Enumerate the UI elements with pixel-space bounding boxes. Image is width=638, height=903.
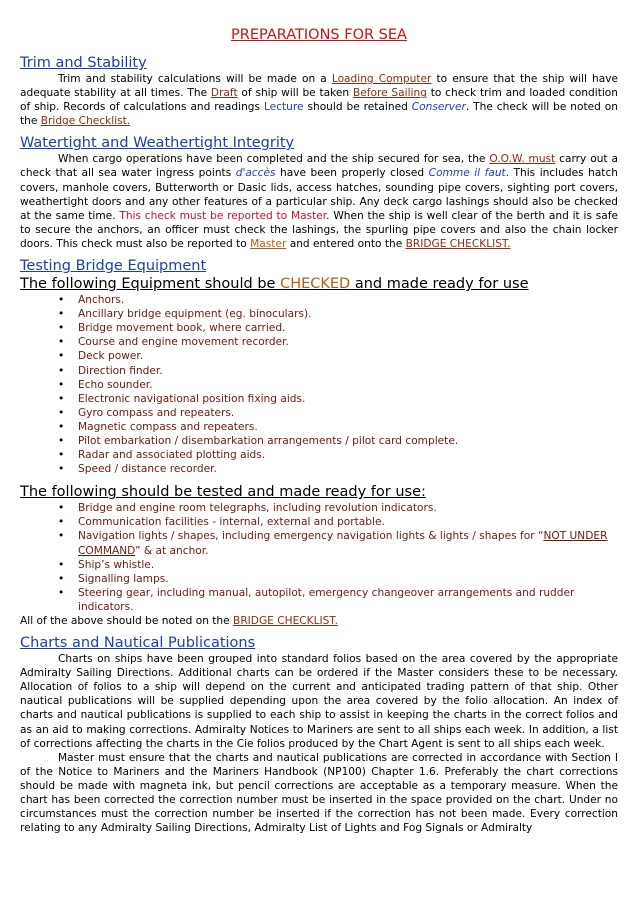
equipment-list	[20, 293, 618, 476]
bullet-icon: •	[58, 364, 65, 377]
list-item-text: Ship’s whistle.	[78, 558, 155, 571]
list-item	[58, 406, 618, 420]
bullet-icon: •	[58, 392, 65, 405]
term-bridge-checklist: Bridge Checklist.	[40, 115, 131, 128]
list-item-text: Signalling lamps.	[78, 572, 169, 585]
bullet-icon: •	[58, 406, 65, 419]
term-bridge-checklist: BRIDGE CHECKLIST.	[233, 615, 338, 627]
bullet-icon: •	[58, 308, 65, 321]
list-item-text: Speed / distance recorder.	[78, 463, 217, 476]
list-item	[58, 515, 618, 529]
bullet-icon: •	[58, 586, 65, 599]
heading-watertight-integrity: Watertight and Weathertight Integrity	[20, 135, 295, 152]
bullet-icon: •	[58, 322, 65, 335]
list-item-text: Steering gear, including manual, autopilot, emergency changeover arrangements and rudder indicators.	[78, 586, 575, 613]
text: All of the above should be noted on the	[20, 615, 234, 627]
text: of ship will be taken	[237, 87, 353, 100]
list-item	[58, 349, 618, 363]
list-item-text: Anchors.	[78, 294, 125, 307]
subheading-tested: The following should be tested and made ready for use:	[20, 484, 426, 501]
list-item	[58, 378, 618, 392]
bullet-icon: •	[58, 502, 65, 515]
bullet-icon: •	[58, 572, 65, 585]
list-item	[58, 462, 618, 476]
text: When cargo operations have been completed and the ship secured for sea, the	[58, 153, 490, 166]
paragraph-watertight-integrity	[20, 152, 618, 251]
list-item-text: Navigation lights / shapes, including emergency navigation lights & lights / shapes for “	[78, 530, 544, 543]
text: to check trim and loaded condition of ship. Records of calculations and readings	[20, 87, 618, 114]
text: The following Equipment should be	[20, 276, 281, 293]
list-item	[58, 434, 618, 448]
bullet-icon: •	[58, 294, 65, 307]
term-loading-computer: Loading Computer	[331, 73, 432, 85]
spacer	[20, 476, 618, 483]
page-title: PREPARATIONS FOR SEA	[231, 27, 407, 43]
term-conserver: Conserver	[411, 101, 466, 114]
list-item	[58, 335, 618, 349]
list-item	[58, 321, 618, 335]
text: and made ready for use	[350, 276, 529, 293]
text: should be retained	[303, 101, 412, 114]
list-item	[58, 364, 618, 378]
list-item-text: Bridge and engine room telegraphs, including revolution indicators.	[78, 502, 437, 515]
bullet-icon: •	[58, 378, 65, 391]
bullet-icon: •	[58, 350, 65, 363]
term-oow: O.O.W. must	[489, 153, 556, 166]
bullet-icon: •	[58, 530, 65, 543]
text: and entered onto the	[286, 237, 406, 250]
text: carry out a check that all sea water ingress points	[20, 153, 618, 180]
term-bridge-checklist: BRIDGE CHECKLIST.	[405, 237, 511, 250]
list-item-text: Electronic navigational position fixing aids.	[78, 392, 306, 405]
list-item-text: Gyro compass and repeaters.	[78, 406, 235, 419]
paragraph-charts-2: Master must ensure that the charts and nautical publications are corrected in accordance with Section I of the Notice to Mariners and the Mariners Handbook (NP100) Chapter 1.6. Preferably the chart corrections should be made with magneta ink, but pencil corrections are acceptable as a temporary measure. When the chart has been corrected the correction number must be inserted in the space provided on the chart. Under no circumstances must the correction number be inserted if the correction has not been made. Every correction relating to any Admiralty Sailing Directions, Admiralty List of Lights and Fog Signals or Admiralty	[20, 751, 618, 835]
list-item	[58, 448, 618, 462]
term-comme-il-faut: Comme il faut	[428, 167, 506, 180]
text: . This includes hatch covers, manhole covers, Butterworth or Dasic lids, access hatches, sounding pipe covers, sighting port covers, weathertight doors and any other features of a particular ship. Any deck cargo lashings should also be checked at the same time.	[20, 167, 618, 222]
bullet-icon: •	[58, 420, 65, 433]
list-item-text: Magnetic compass and repeaters.	[78, 420, 258, 433]
text: . The check will be noted on the	[20, 101, 618, 128]
text: Trim and stability calculations will be made on a	[58, 73, 332, 85]
list-item-text: ” & at anchor.	[135, 544, 209, 557]
text: have been properly closed	[275, 167, 429, 180]
bullet-icon: •	[58, 516, 65, 529]
term-report-to-master: This check must be reported to Master	[119, 209, 327, 222]
list-item	[58, 529, 618, 557]
text: to ensure that the ship will have adequate stability at all times. The	[20, 73, 618, 100]
text: . When the ship is well clear of the berth and it is safe to secure the anchors, an officer must check the lashings, the spurling pipe covers and also the chain locker doors. This check must also be reported to	[20, 209, 619, 250]
term-dacces: d'accès	[235, 167, 276, 180]
list-item-text: Pilot embarkation / disembarkation arrangements / pilot card complete.	[78, 434, 459, 447]
list-item-text: Echo sounder.	[78, 378, 153, 391]
list-item	[58, 558, 618, 572]
heading-charts-and-publications: Charts and Nautical Publications	[20, 635, 256, 652]
paragraph-trim-and-stability	[20, 72, 618, 128]
list-item	[58, 501, 618, 515]
list-item-text: Direction finder.	[78, 364, 163, 377]
list-item-text: Course and engine movement recorder.	[78, 336, 289, 349]
bullet-icon: •	[58, 463, 65, 476]
bridge-checklist-note	[20, 614, 618, 628]
bullet-icon: •	[58, 449, 65, 462]
list-item-text: Bridge movement book, where carried.	[78, 322, 286, 335]
list-item	[58, 293, 618, 307]
list-item	[58, 572, 618, 586]
heading-testing-bridge-equipment: Testing Bridge Equipment	[20, 258, 207, 275]
bullet-icon: •	[58, 558, 65, 571]
list-item-text: Deck power.	[78, 350, 144, 363]
list-item-text: Ancillary bridge equipment (eg. binoculars).	[78, 308, 312, 321]
term-master: Master	[250, 237, 287, 250]
term-before-sailing: Before Sailing	[352, 87, 427, 100]
term-draft: Draft	[210, 87, 238, 100]
list-item	[58, 586, 618, 614]
bullet-icon: •	[58, 336, 65, 349]
paragraph-charts-1: Charts on ships have been grouped into standard folios based on the area covered by the appropriate Admiralty Sailing Directions. Additional charts can be ordered if the Master considers these to be necessary. Allocation of folios to a ship will depend on the current and anticipated trading pattern of that ship. Other nautical publications will be supplied depending upon the area covered by the folio allocation. An index of charts and nautical publications is supplied to each ship to assist in keeping the charts in the correct folios and as an aid to making corrections. Admiralty Notices to Mariners are sent to all ships each week. In addition, a list of corrections affecting the charts in the Cie folios produced by the Chart Agent is sent to all ships each week.	[20, 653, 618, 750]
list-item-text: Radar and associated plotting aids.	[78, 449, 266, 462]
subheading-equipment-checked	[20, 275, 618, 293]
list-item	[58, 307, 618, 321]
bullet-icon: •	[58, 434, 65, 447]
list-item-text: Communication facilities - internal, external and portable.	[78, 516, 385, 529]
heading-trim-and-stability: Trim and Stability	[20, 55, 147, 71]
list-item	[58, 420, 618, 434]
term-not-under-command: NOT UNDER COMMAND	[78, 530, 608, 557]
term-checked: CHECKED	[280, 276, 351, 293]
term-lecture: Lecture	[263, 101, 304, 114]
list-item	[58, 392, 618, 406]
tested-list	[20, 501, 618, 614]
